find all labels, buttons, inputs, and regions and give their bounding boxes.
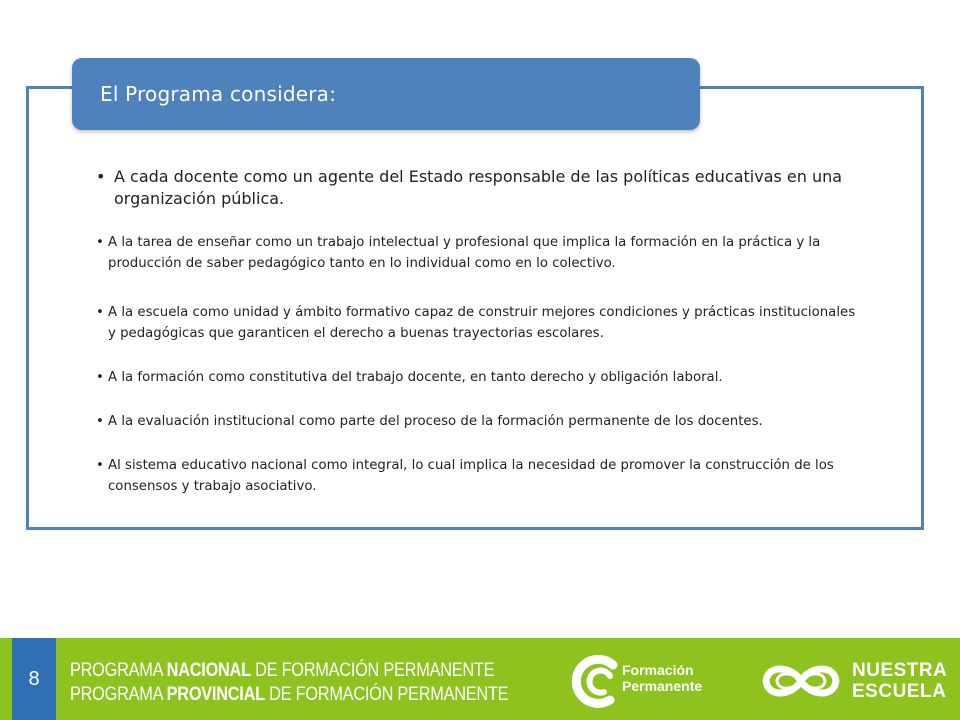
footer-program-provincial: PROGRAMA PROVINCIAL DE FORMACIÓN PERMANENTE <box>70 684 509 705</box>
list-item: • A cada docente como un agente del Estado responsable de las políticas educativas en una organización pública. <box>96 167 843 208</box>
logo-fp-line2: Permanente <box>622 678 703 694</box>
logo-ne-line1: NUESTRA <box>852 660 948 681</box>
list-item: • Al sistema educativo nacional como integral, lo cual implica la necesidad de promover la construcción de los consensos y trabajo asociativo. <box>96 458 834 494</box>
logo-ne-line2: ESCUELA <box>852 681 947 702</box>
list-item: • A la formación como constitutiva del trabajo docente, en tanto derecho y obligación laboral. <box>96 370 723 385</box>
section-title: El Programa considera: <box>100 82 337 106</box>
footer-program-nacional: PROGRAMA NACIONAL DE FORMACIÓN PERMANENTE <box>70 660 495 681</box>
logo-fp-line1: Formación <box>622 662 694 678</box>
page-number: 8 <box>12 638 56 720</box>
bullet-list <box>96 166 856 520</box>
list-item: • A la escuela como unidad y ámbito formativo capaz de construir mejores condiciones y prácticas institucionales y pedagógicas que garanticen el derecho a buenas trayectorias escolares. <box>96 305 856 341</box>
formacion-permanente-logo-icon <box>566 650 626 710</box>
list-item: • A la tarea de enseñar como un trabajo intelectual y profesional que implica la formación en la práctica y la producción de saber pedagógico tanto en lo individual como en lo colectivo. <box>96 235 821 271</box>
list-item: • A la evaluación institucional como parte del proceso de la formación permanente de los docentes. <box>96 414 763 429</box>
nuestra-escuela-logo-icon <box>758 654 844 708</box>
section-header <box>72 58 700 130</box>
